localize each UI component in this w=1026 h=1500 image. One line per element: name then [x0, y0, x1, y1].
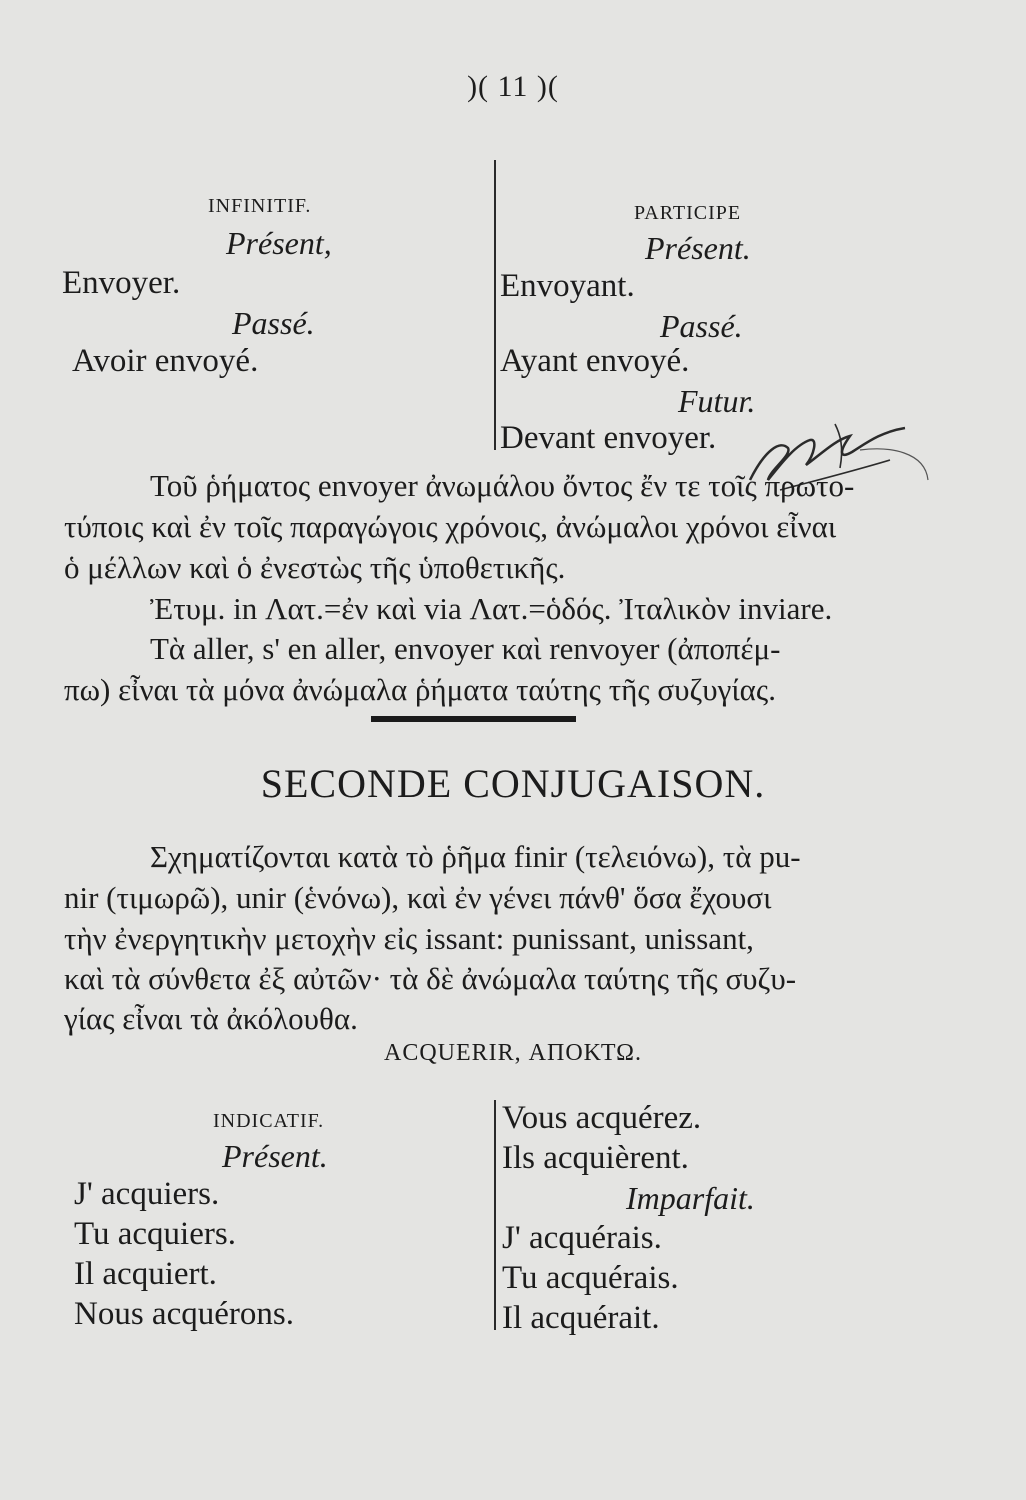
present-form-3: Il acquiert. [74, 1256, 217, 1292]
infinitif-present-form: Envoyer. [62, 265, 181, 301]
participe-present-form: Envoyant. [500, 268, 635, 304]
infinitif-passe-label: Passé. [232, 305, 315, 341]
paragraph-two-line-5: γίας εἶναι τὰ ἀκόλουθα. [64, 1001, 358, 1036]
right-form-2: Ils acquièrent. [502, 1140, 689, 1176]
section-divider [371, 716, 576, 722]
imparfait-form-3: Il acquérait. [502, 1300, 660, 1336]
participe-passe-form: Ayant envoyé. [500, 343, 690, 379]
paragraph-two-line-3: τὴν ἐνεργητικὴν μετοχὴν εἰς issant: punissant, unissant, [64, 921, 754, 956]
present-form-4: Nous acquérons. [74, 1296, 294, 1332]
infinitif-present-label: Présent, [226, 225, 332, 261]
paragraph-one-line-1: Τοῦ ῥήματος envoyer ἀνωμάλου ὄντος ἔν τε τοῖς πρωτο- [150, 468, 855, 503]
paragraph-two-line-1: Σχηματίζονται κατὰ τὸ ῥῆμα finir (τελειόνω), τὰ pu- [150, 839, 801, 874]
paragraph-two-line-4: καὶ τὰ σύνθετα ἐξ αὐτῶν· τὰ δὲ ἀνώμαλα ταύτης τῆς συζυ- [64, 961, 797, 996]
right-form-1: Vous acquérez. [502, 1100, 702, 1136]
participe-heading: PARTICIPE [634, 202, 742, 224]
infinitif-passe-form: Avoir envoyé. [72, 343, 259, 379]
paragraph-one-line-6: πω) εἶναι τὰ μόνα ἀνώμαλα ῥήματα ταύτης τῆς συζυγίας. [64, 672, 776, 707]
paragraph-one-line-3: ὁ μέλλων καὶ ὁ ἐνεστὼς τῆς ὑποθετικῆς. [64, 550, 566, 585]
imparfait-label: Imparfait. [626, 1180, 755, 1216]
imparfait-form-2: Tu acquérais. [502, 1260, 679, 1296]
column-divider-bottom [494, 1100, 496, 1330]
verb-title: ACQUERIR, ΑΠΟΚΤΩ. [383, 1040, 642, 1066]
section-heading: SECONDE CONJUGAISON. [260, 761, 766, 806]
paragraph-one-line-2: τύποις καὶ ἐν τοῖς παραγώγοις χρόνοις, ἀνώμαλοι χρόνοι εἶναι [64, 509, 837, 544]
paragraph-two-line-2: nir (τιμωρῶ), unir (ἑνόνω), καὶ ἐν γένει πάνθ' ὅσα ἔχουσι [64, 880, 772, 915]
paragraph-one-line-5: Τὰ aller, s' en aller, envoyer καὶ renvoyer (ἀποπέμ- [150, 631, 781, 666]
infinitif-heading: INFINITIF. [208, 195, 312, 217]
present-form-1: J' acquiers. [74, 1176, 220, 1212]
participe-futur-label: Futur. [678, 383, 756, 419]
paragraph-one-line-4: Ἐτυμ. in Λατ.=ἐν καὶ via Λατ.=ὁδός. Ἰταλικὸν inviare. [150, 591, 833, 626]
indicatif-present-label: Présent. [222, 1138, 328, 1174]
participe-futur-form: Devant envoyer. [500, 420, 717, 456]
imparfait-form-1: J' acquérais. [502, 1220, 662, 1256]
participe-present-label: Présent. [645, 230, 751, 266]
indicatif-heading: INDICATIF. [213, 1110, 325, 1132]
present-form-2: Tu acquiers. [74, 1216, 236, 1252]
participe-passe-label: Passé. [660, 308, 743, 344]
page-number: )( 11 )( [467, 70, 559, 103]
column-divider-top [494, 160, 496, 450]
